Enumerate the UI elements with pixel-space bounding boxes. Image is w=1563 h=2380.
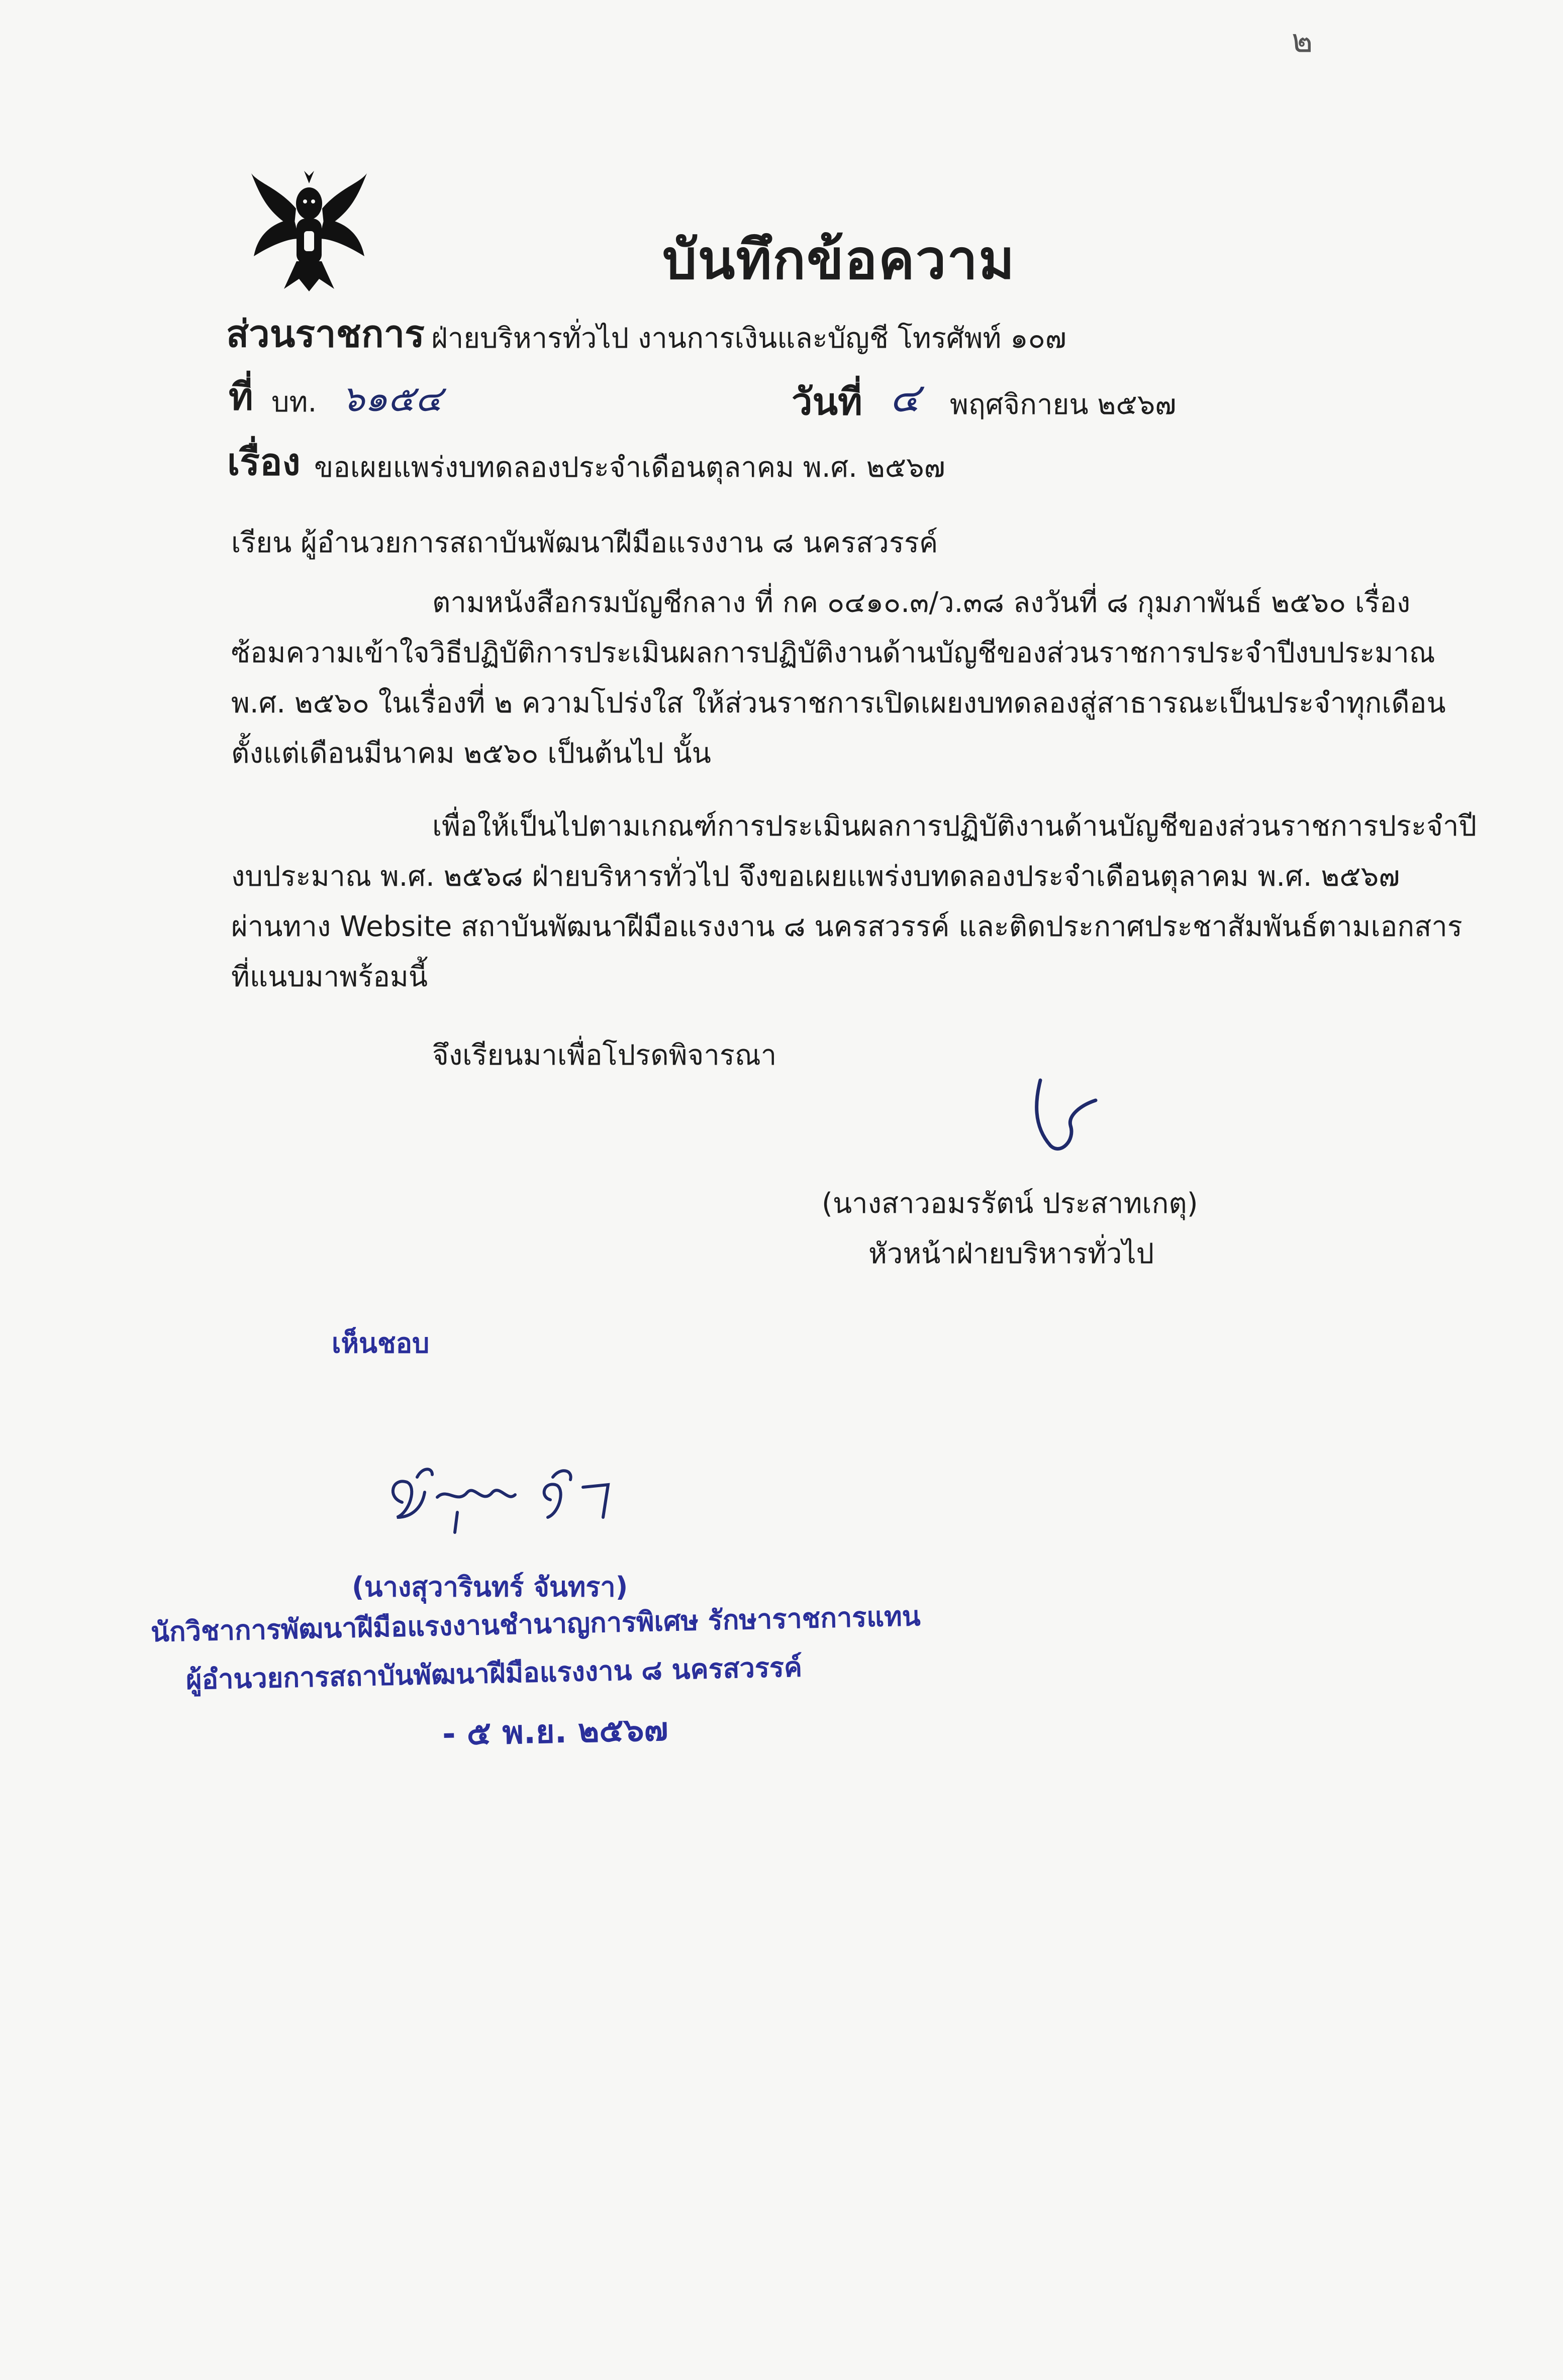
signer-1-position: หัวหน้าฝ่ายบริหารทั่วไป (868, 1237, 1154, 1270)
approver-position-line-2: ผู้อำนวยการสถาบันพัฒนาฝีมือแรงงาน ๘ นครสวรรค์ (185, 1651, 803, 1696)
paragraph-1-line: ตั้งแต่เดือนมีนาคม ๒๕๖๐ เป็นต้นไป นั้น (231, 737, 711, 770)
reference-label: ที่ (229, 375, 253, 419)
paragraph-2-line: ที่แนบมาพร้อมนี้ (231, 961, 428, 993)
salutation: เรียน ผู้อำนวยการสถาบันพัฒนาฝีมือแรงงาน ๘ นครสวรรค์ (231, 527, 938, 559)
approver-name: (นางสุวารินทร์ จันทรา) (352, 1571, 628, 1603)
approval-note: เห็นชอบ (332, 1327, 430, 1359)
paragraph-1 (231, 578, 1446, 779)
paragraph-1-line: ซ้อมความเข้าใจวิธีปฏิบัติการประเมินผลการปฏิบัติงานด้านบัญชีของส่วนราชการประจำปีงบประมาณ (231, 637, 1435, 669)
garuda-emblem-icon (249, 168, 369, 294)
signature-1-icon (1020, 1070, 1111, 1161)
paragraph-1-line: ตามหนังสือกรมบัญชีกลาง ที่ กค ๐๔๑๐.๓/ว.๓๘ ลงวันที่ ๘ กุมภาพันธ์ ๒๕๖๐ เรื่อง (432, 586, 1411, 619)
date-month-year: พฤศจิกายน ๒๕๖๗ (950, 388, 1177, 421)
document-title: บันทึกข้อความ (662, 229, 1016, 291)
subject-label: เรื่อง (227, 441, 301, 484)
page-corner-mark: ๒ (1292, 23, 1313, 60)
approver-position-line-1: นักวิชาการพัฒนาฝีมือแรงงานชำนาญการพิเศษ รักษาราชการแทน (150, 1600, 921, 1648)
paragraph-2-line: ผ่านทาง Website สถาบันพัฒนาฝีมือแรงงาน ๘ นครสวรรค์ และติดประกาศประชาสัมพันธ์ตามเอกสาร (231, 910, 1462, 943)
reference-number-handwritten: ๖๑๕๔ (342, 377, 443, 420)
paragraph-2-line: งบประมาณ พ.ศ. ๒๕๖๘ ฝ่ายบริหารทั่วไป จึงขอเผยแพร่งบทดลองประจำเดือนตุลาคม พ.ศ. ๒๕๖๗ (231, 860, 1400, 893)
signer-1-name: (นางสาวอมรรัตน์ ประสาทเกตุ) (822, 1187, 1198, 1220)
reference-prefix: บท. (271, 386, 317, 419)
date-label: วันที่ (792, 380, 862, 424)
paragraph-2 (231, 801, 1477, 1002)
approval-date-stamp: - ๕ พ.ย. ๒๕๖๗ (442, 1711, 669, 1753)
paragraph-2-line: เพื่อให้เป็นไปตามเกณฑ์การประเมินผลการปฏิบัติงานด้านบัญชีของส่วนราชการประจำปี (432, 810, 1477, 843)
signature-2-icon (382, 1457, 643, 1547)
date-day-handwritten: ๔ (890, 374, 920, 421)
paragraph-1-line: พ.ศ. ๒๕๖๐ ในเรื่องที่ ๒ ความโปร่งใส ให้ส่วนราชการเปิดเผยงบทดลองสู่สาธารณะเป็นประจำทุกเดือน (231, 687, 1446, 719)
department-label: ส่วนราชการ (226, 313, 425, 356)
subject-value: ขอเผยแพร่งบทดลองประจำเดือนตุลาคม พ.ศ. ๒๕๖๗ (314, 451, 945, 484)
closing-line: จึงเรียนมาเพื่อโปรดพิจารณา (432, 1039, 777, 1072)
department-value: ฝ่ายบริหารทั่วไป งานการเงินและบัญชี โทรศัพท์ ๑๐๗ (431, 322, 1066, 355)
